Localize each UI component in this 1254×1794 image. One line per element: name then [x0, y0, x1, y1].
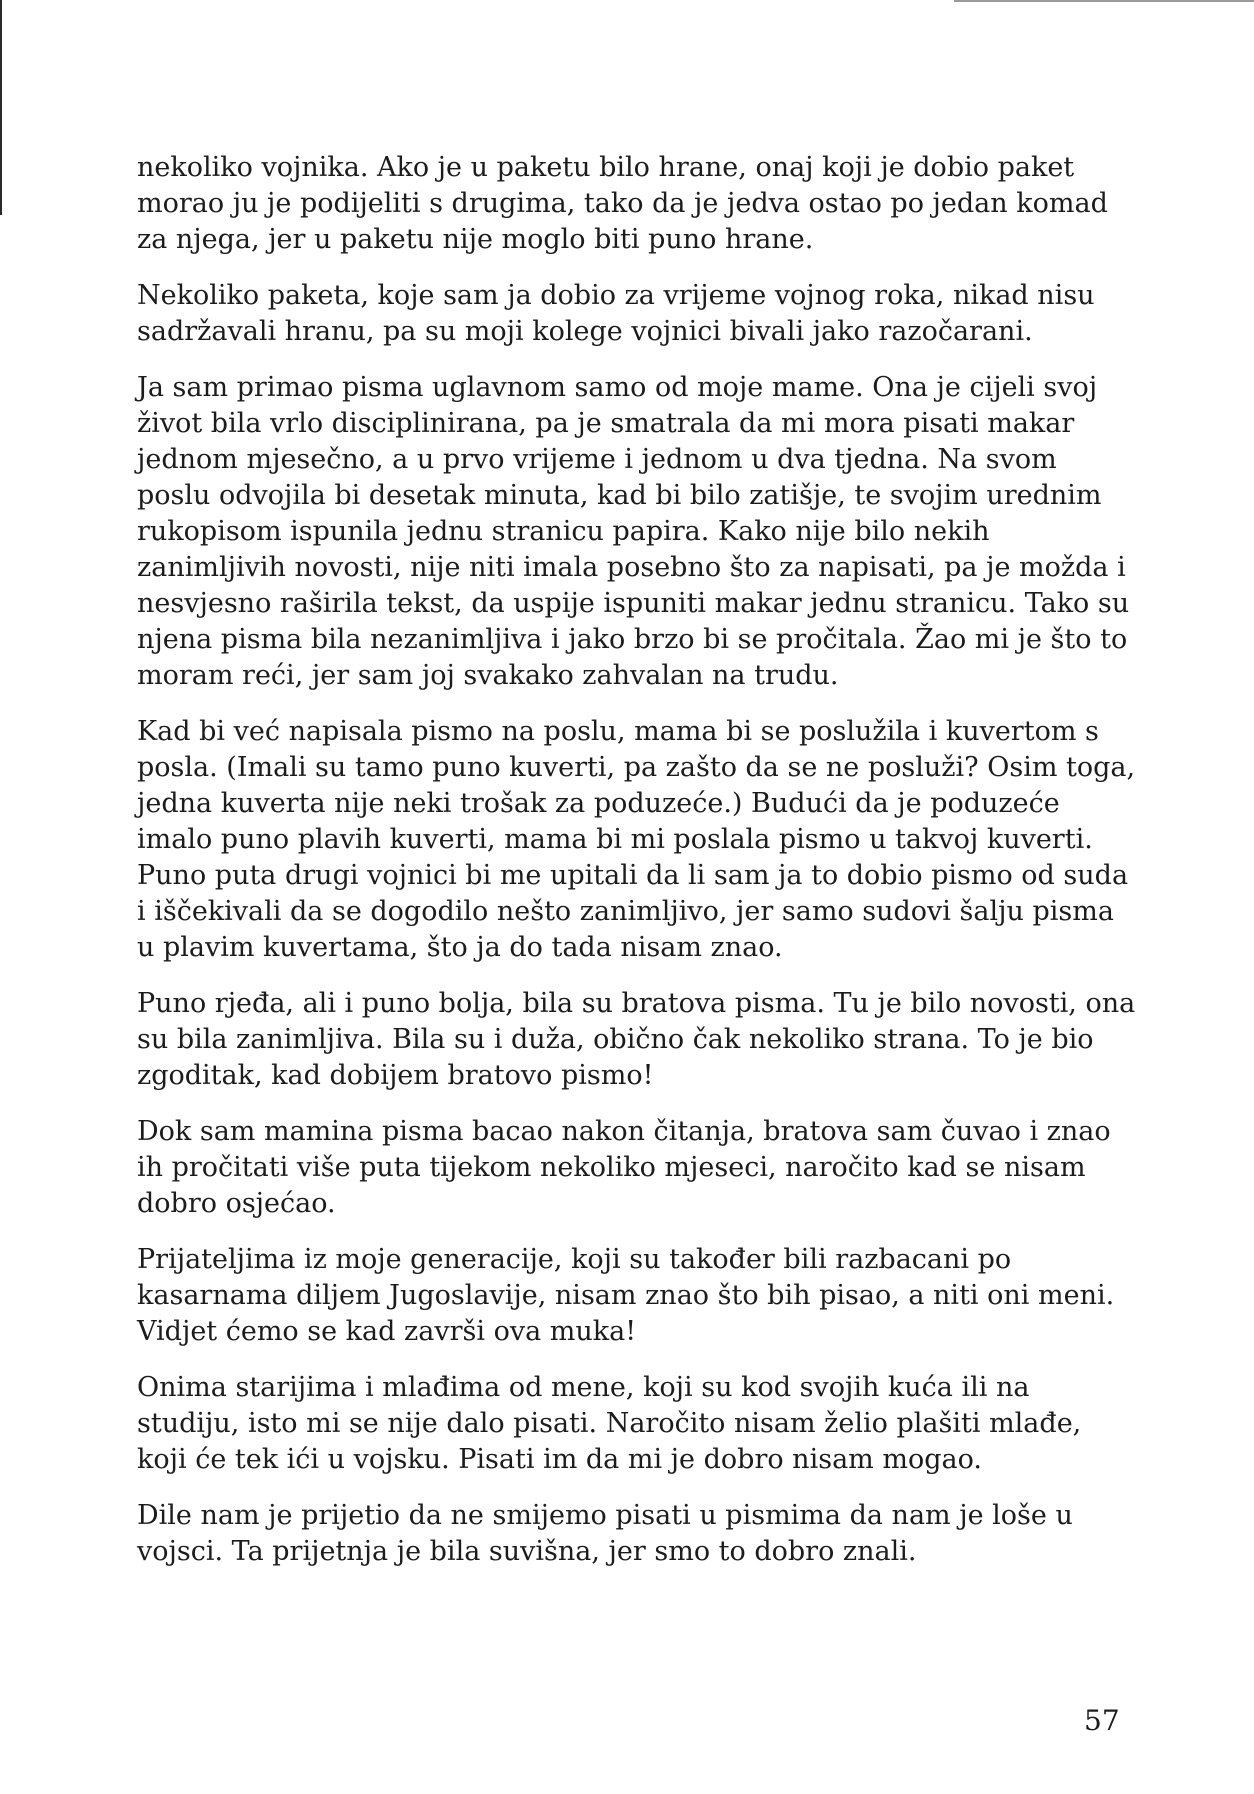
paragraph-6: Dok sam mamina pisma bacao nakon čitanja, bratova sam čuvao i znao ih pročitati više puta tijekom nekoliko mjeseci, naročito kad se nisam dobro osjećao. [137, 1116, 1111, 1219]
body-text [137, 150, 1137, 1590]
paragraph-1: nekoliko vojnika. Ako je u paketu bilo hrane, onaj koji je dobio paket morao ju je podijeliti s drugima, tako da je jedva ostao po jedan komad za njega, jer u paketu nije moglo biti puno hrane. [137, 152, 1108, 255]
paragraph-3: Ja sam primao pisma uglavnom samo od moje mame. Ona je cijeli svoj život bila vrlo disciplinirana, pa je smatrala da mi mora pisati makar jednom mjesečno, a u prvo vrijeme i jednom u dva tjedna. Na svom poslu odvojila bi desetak minuta, kad bi bilo zatišje, te svojim urednim rukopisom ispunila jednu stranicu papira. Kako nije bilo nekih zanimljivih novosti, nije niti imala posebno što za napisati, pa je možda i nesvjesno raširila tekst, da uspije ispuniti makar jednu stranicu. Tako su njena pisma bila nezanimljiva i jako brzo bi se pročitala. Žao mi je što to moram reći, jer sam joj svakako zahvalan na trudu. [137, 372, 1130, 691]
paragraph-5: Puno rjeđa, ali i puno bolja, bila su bratova pisma. Tu je bilo novosti, ona su bila zanimljiva. Bila su i duža, obično čak nekoliko strana. To je bio zgoditak, kad dobijem bratovo pismo! [137, 988, 1136, 1091]
scan-edge-top [954, 0, 1254, 2]
paragraph-4: Kad bi već napisala pismo na poslu, mama bi se poslužila i kuvertom s posla. (Imali su tamo puno kuverti, pa zašto da se ne posluži? Osim toga, jedna kuverta nije neki trošak za poduzeće.) Budući da je poduzeće imalo puno plavih kuverti, mama bi mi poslala pismo u takvoj kuverti. Puno puta drugi vojnici bi me upitali da li sam ja to dobio pismo od suda i iščekivali da se dogodilo nešto zanimljivo, jer samo sudovi šalju pisma u plavim kuvertama, što ja do tada nisam znao. [137, 716, 1136, 963]
scan-edge-left [0, 0, 2, 215]
paragraph-8: Onima starijima i mlađima od mene, koji su kod svojih kuća ili na studiju, isto mi se nije dalo pisati. Naročito nisam želio plašiti mlađe, koji će tek ići u vojsku. Pisati im da mi je dobro nisam mogao. [137, 1372, 1082, 1475]
page-number: 57 [1084, 1704, 1120, 1737]
paragraph-2: Nekoliko paketa, koje sam ja dobio za vrijeme vojnog roka, nikad nisu sadržavali hranu, pa su moji kolege vojnici bivali jako razočarani. [137, 280, 1095, 347]
paragraph-7: Prijateljima iz moje generacije, koji su također bili razbacani po kasarnama diljem Jugoslavije, nisam znao što bih pisao, a niti oni meni. Vidjet ćemo se kad završi ova muka! [137, 1244, 1115, 1347]
paragraph-9: Dile nam je prijetio da ne smijemo pisati u pismima da nam je loše u vojsci. Ta prijetnja je bila suvišna, jer smo to dobro znali. [137, 1500, 1073, 1567]
